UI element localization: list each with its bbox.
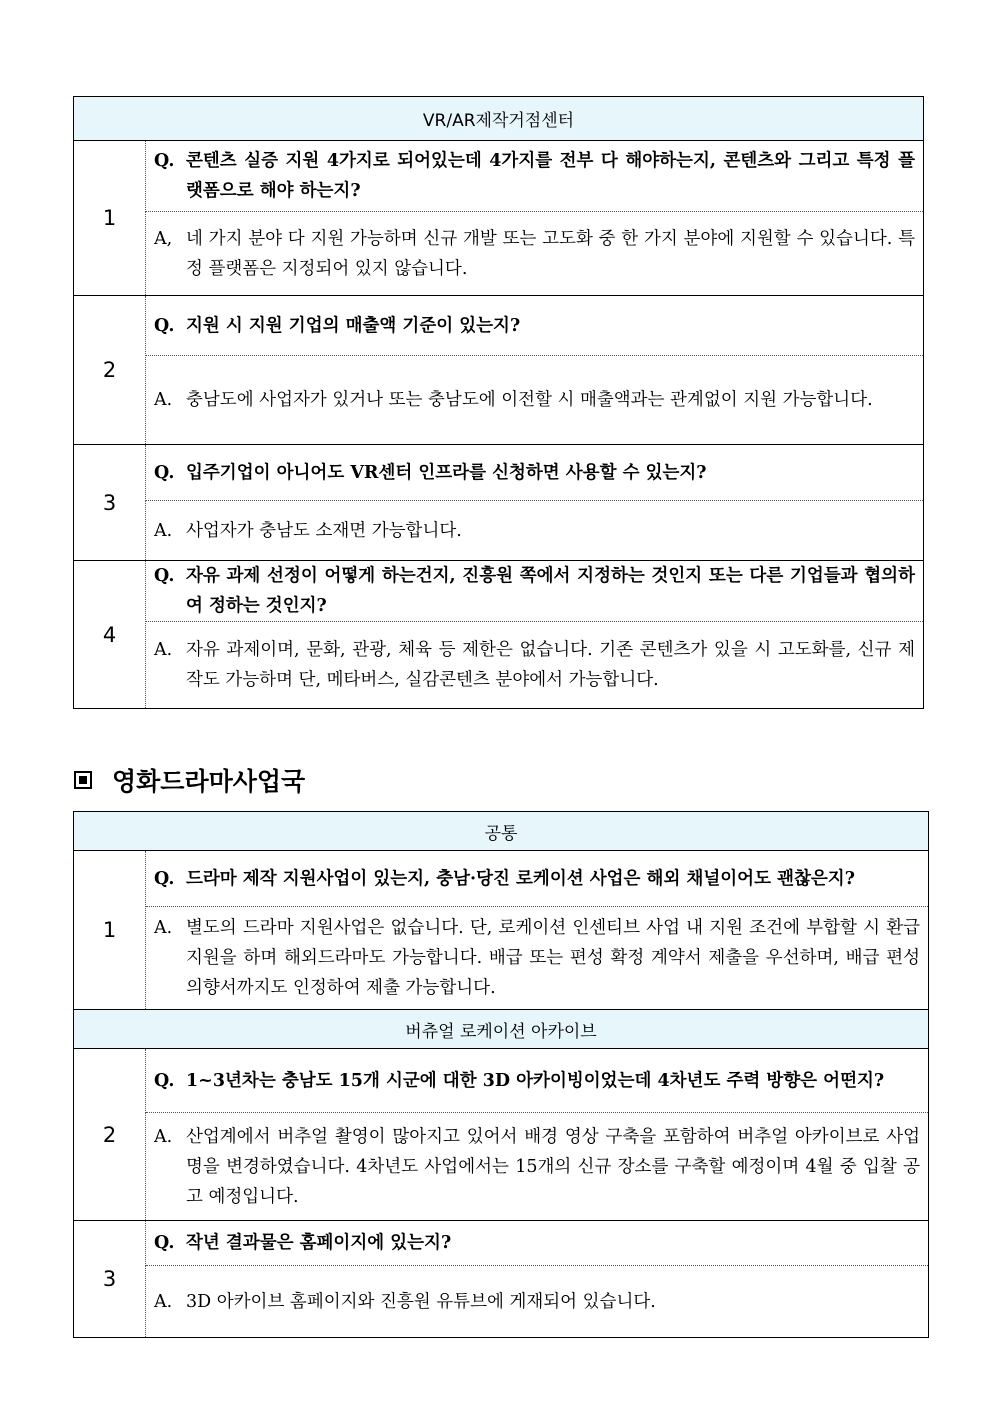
row-number: 4 xyxy=(74,561,146,709)
answer-text: 네 가지 분야 다 지원 가능하며 신규 개발 또는 고도화 중 한 가지 분야에 지원할 수 있습니다. 특정 플랫폼은 지정되어 있지 않습니다. xyxy=(186,228,915,279)
answer-text: 자유 과제이며, 문화, 관광, 체육 등 제한은 없습니다. 기존 콘텐츠가 있을 시 고도화를, 신규 제작도 가능하며 단, 메타버스, 실감콘텐츠 분야에서 가능합니다. xyxy=(186,640,915,690)
answer-text: 사업자가 충남도 소재면 가능합니다. xyxy=(186,520,462,541)
question-text: 지원 시 지원 기업의 매출액 기준이 있는지? xyxy=(186,315,521,336)
answer-text: 별도의 드라마 지원사업은 없습니다. 단, 로케이션 인센티브 사업 내 지원 조건에 부합할 시 환급지원을 하며 해외드라마도 가능합니다. 배급 또는 편성 확정 계약서 제출을 우선하며, 배급 편성 의향서까지도 인정하여 제출 가능합니다. xyxy=(186,918,921,998)
answer-cell: A. 3D 아카이브 홈페이지와 진흥원 유튜브에 게재되어 있습니다. xyxy=(146,1266,929,1338)
section-title-text: 영화드라마사업국 xyxy=(112,767,306,796)
question-text: 1~3년차는 충남도 15개 시군에 대한 3D 아카이빙이었는데 4차년도 주력 방향은 어떤지? xyxy=(186,1070,885,1091)
question-cell: Q. 드라마 제작 지원사업이 있는지, 충남·당진 로케이션 사업은 해외 채널이어도 괜찮은지? xyxy=(146,851,929,907)
answer-cell: A, 네 가지 분야 다 지원 가능하며 신규 개발 또는 고도화 중 한 가지 분야에 지원할 수 있습니다. 특정 플랫폼은 지정되어 있지 않습니다. xyxy=(146,212,924,296)
table-header-virtual-location: 버츄얼 로케이션 아카이브 xyxy=(74,1010,929,1049)
question-cell: Q. 지원 시 지원 기업의 매출액 기준이 있는지? xyxy=(146,296,924,356)
square-bullet-icon xyxy=(74,771,92,789)
question-text: 자유 과제 선정이 어떻게 하는건지, 진흥원 쪽에서 지정하는 것인지 또는 다른 기업들과 협의하여 정하는 것인지? xyxy=(186,566,915,616)
film-drama-faq-table xyxy=(73,811,929,1338)
row-number: 2 xyxy=(74,1049,146,1221)
question-cell: Q. 1~3년차는 충남도 15개 시군에 대한 3D 아카이빙이었는데 4차년도 주력 방향은 어떤지? xyxy=(146,1049,929,1113)
question-cell: Q. 자유 과제 선정이 어떻게 하는건지, 진흥원 쪽에서 지정하는 것인지 또는 다른 기업들과 협의하여 정하는 것인지? xyxy=(146,561,924,622)
row-number: 3 xyxy=(74,1221,146,1338)
question-cell: Q. 입주기업이 아니어도 VR센터 인프라를 신청하면 사용할 수 있는지? xyxy=(146,445,924,501)
row-number: 2 xyxy=(74,296,146,445)
table-header: VR/AR제작거점센터 xyxy=(74,97,924,141)
question-text: 드라마 제작 지원사업이 있는지, 충남·당진 로케이션 사업은 해외 채널이어도 괜찮은지? xyxy=(186,868,855,889)
answer-cell: A. 사업자가 충남도 소재면 가능합니다. xyxy=(146,501,924,561)
row-number: 3 xyxy=(74,445,146,561)
question-text: 작년 결과물은 홈페이지에 있는지? xyxy=(186,1233,452,1253)
answer-cell: A. 충남도에 사업자가 있거나 또는 충남도에 이전할 시 매출액과는 관계없이 지원 가능합니다. xyxy=(146,356,924,445)
question-text: 콘텐츠 실증 지원 4가지로 되어있는데 4가지를 전부 다 해야하는지, 콘텐츠와 그리고 특정 플랫폼으로 해야 하는지? xyxy=(186,151,915,201)
answer-text: 충남도에 사업자가 있거나 또는 충남도에 이전할 시 매출액과는 관계없이 지원 가능합니다. xyxy=(186,390,873,410)
table-header-common: 공통 xyxy=(74,812,929,851)
question-text: 입주기업이 아니어도 VR센터 인프라를 신청하면 사용할 수 있는지? xyxy=(186,462,707,483)
question-cell: Q. 콘텐츠 실증 지원 4가지로 되어있는데 4가지를 전부 다 해야하는지, 콘텐츠와 그리고 특정 플랫폼으로 해야 하는지? xyxy=(146,141,924,212)
vr-ar-faq-table xyxy=(73,96,924,709)
answer-cell: A. 산업계에서 버추얼 촬영이 많아지고 있어서 배경 영상 구축을 포함하여 버추얼 아카이브로 사업명을 변경하였습니다. 4차년도 사업에서는 15개의 신규 장소를 구축할 예정이며 4월 중 입찰 공고 예정입니다. xyxy=(146,1113,929,1221)
row-number: 1 xyxy=(74,141,146,296)
answer-text: 산업계에서 버추얼 촬영이 많아지고 있어서 배경 영상 구축을 포함하여 버추얼 아카이브로 사업명을 변경하였습니다. 4차년도 사업에서는 15개의 신규 장소를 구축할 예정이며 4월 중 입찰 공고 예정입니다. xyxy=(186,1126,921,1207)
answer-cell: A. 별도의 드라마 지원사업은 없습니다. 단, 로케이션 인센티브 사업 내 지원 조건에 부합할 시 환급지원을 하며 해외드라마도 가능합니다. 배급 또는 편성 확정 계약서 제출을 우선하며, 배급 편성 의향서까지도 인정하여 제출 가능합니다. xyxy=(146,907,929,1010)
section-heading xyxy=(74,762,305,798)
row-number: 1 xyxy=(74,851,146,1010)
answer-cell: A. 자유 과제이며, 문화, 관광, 체육 등 제한은 없습니다. 기존 콘텐츠가 있을 시 고도화를, 신규 제작도 가능하며 단, 메타버스, 실감콘텐츠 분야에서 가능합니다. xyxy=(146,622,924,709)
question-cell: Q. 작년 결과물은 홈페이지에 있는지? xyxy=(146,1221,929,1266)
answer-text: 3D 아카이브 홈페이지와 진흥원 유튜브에 게재되어 있습니다. xyxy=(186,1291,656,1312)
